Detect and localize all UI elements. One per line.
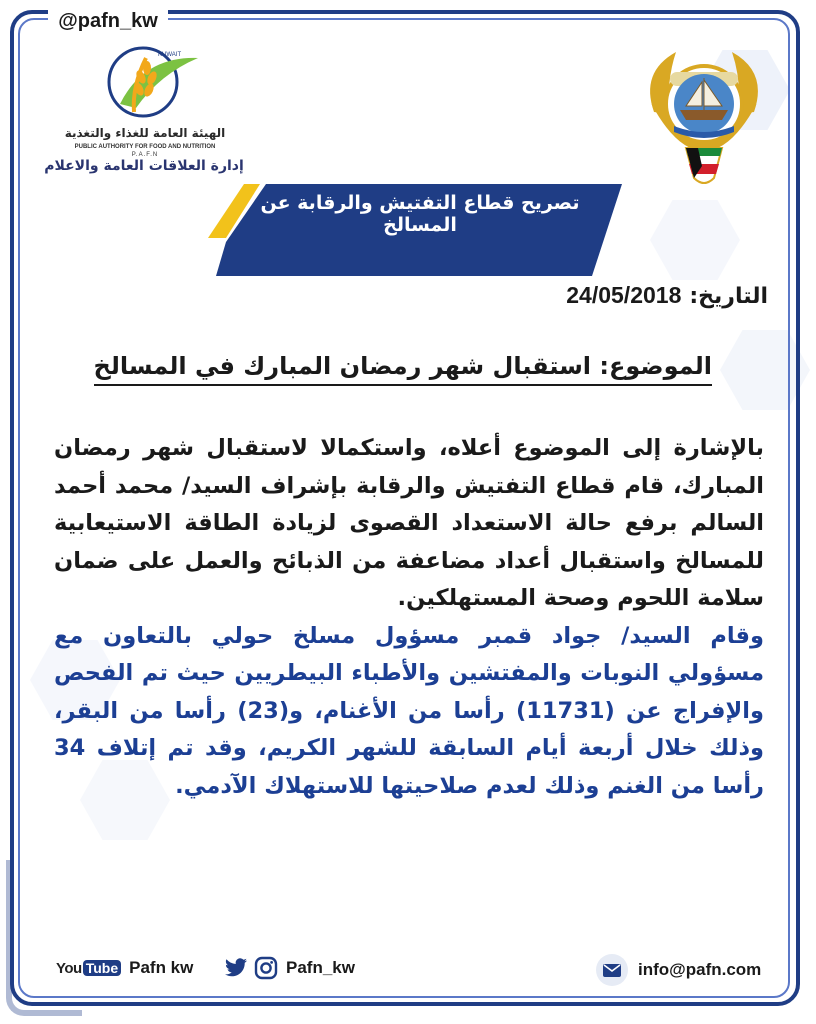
document-date bbox=[566, 282, 768, 309]
pafn-name-ar: الهيئة العامة للغذاء والتغذية bbox=[64, 126, 226, 140]
youtube-icon: You Tube bbox=[56, 960, 121, 977]
social-handle: @pafn_kw bbox=[48, 4, 168, 38]
social-links[interactable] bbox=[224, 956, 355, 980]
email-address: info@pafn.com bbox=[638, 960, 762, 979]
instagram-icon bbox=[254, 956, 278, 980]
pafn-name-en: PUBLIC AUTHORITY FOR FOOD AND NUTRITION bbox=[74, 144, 216, 150]
svg-text:KUWAIT: KUWAIT bbox=[158, 52, 182, 58]
email-link[interactable] bbox=[596, 954, 761, 986]
body-paragraph: بالإشارة إلى الموضوع أعلاه، واستكمالا لاستقبال شهر رمضان المبارك، قام قطاع التفتيش والرقابة بإشراف السيد/ محمد أحمد السالم برفع حالة الاستعداد القصوى لزيادة الطاقة الاستيعابية للمسالخ واستقبال أعداد مضاعفة من الذبائح والعمل على ضمان سلامة اللحوم وصحة المستهلكين. bbox=[54, 435, 764, 611]
corner-accent bbox=[6, 860, 82, 1016]
date-label: التاريخ: bbox=[689, 284, 768, 309]
footer-contacts bbox=[40, 950, 780, 990]
document-subject: الموضوع: استقبال شهر رمضان المبارك في المسالخ bbox=[94, 352, 712, 386]
kuwait-emblem bbox=[636, 42, 772, 190]
body-paragraph: وقام السيد/ جواد قمبر مسؤول مسلخ حولي بالتعاون مع مسؤولي النوبات والمفتشين والأطباء البيطريين حيث تم الفحص والإفراج عن (11731) رأسا من الأغنام، و(23) رأسا من البقر، وذلك خلال أربعة أيام السابقة للشهر الكريم، وقد تم إتلاف 34 رأسا من الغنم وذلك لعدم صلاحيتها للاستهلاك الآدمي. bbox=[54, 622, 764, 799]
youtube-link[interactable] bbox=[56, 958, 193, 978]
pafn-abbr: P.A.F.N bbox=[131, 152, 159, 158]
youtube-channel-name: Pafn kw bbox=[129, 958, 194, 977]
twitter-icon bbox=[224, 958, 248, 978]
document-body bbox=[54, 430, 764, 805]
social-account-name: Pafn_kw bbox=[286, 958, 355, 977]
mail-icon bbox=[596, 954, 628, 986]
pafn-department: إدارة العلاقات العامة والاعلام bbox=[44, 158, 244, 174]
banner-title: تصريح قطاع التفتيش والرقابة عن المسالخ bbox=[260, 192, 580, 236]
date-value: 24/05/2018 bbox=[566, 282, 682, 308]
